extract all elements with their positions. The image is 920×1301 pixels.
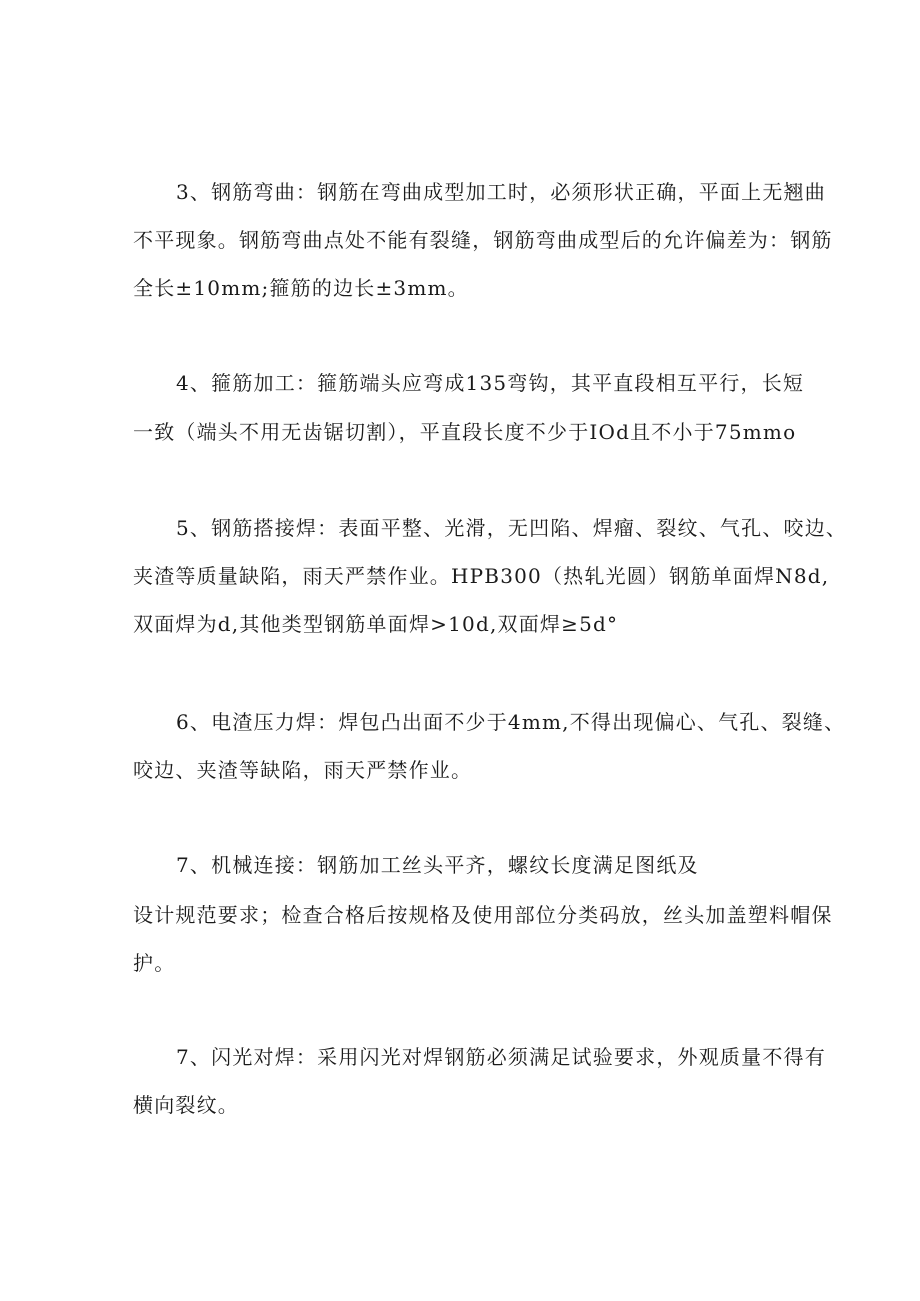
- paragraph-line: 4、箍筋加工：箍筋端头应弯成135弯钩，其平直段相互平行，长短: [176, 371, 805, 395]
- paragraph-line: 7、机械连接：钢筋加工丝头平齐，螺纹长度满足图纸及: [176, 853, 699, 877]
- paragraph-line: 咬边、夹渣等缺陷，雨天严禁作业。: [133, 758, 473, 782]
- paragraph-line: 3、钢筋弯曲：钢筋在弯曲成型加工时，必须形状正确，平面上无翘曲: [176, 180, 826, 204]
- paragraph-line: 一致（端头不用无齿锯切割），平直段长度不少于IOd且不小于75mmo: [133, 420, 797, 444]
- paragraph-line: 5、钢筋搭接焊：表面平整、光滑，无凹陷、焊瘤、裂纹、气孔、咬边、: [176, 516, 848, 540]
- paragraph-line: 护。: [133, 951, 176, 975]
- paragraph-line: 不平现象。钢筋弯曲点处不能有裂缝，钢筋弯曲成型后的允许偏差为：钢筋: [133, 228, 833, 252]
- paragraph-line: 横向裂纹。: [133, 1093, 239, 1117]
- paragraph-line: 设计规范要求；检查合格后按规格及使用部位分类码放，丝头加盖塑料帽保: [133, 903, 833, 927]
- paragraph-line: 6、电渣压力焊：焊包凸出面不少于4mm,不得出现偏心、气孔、裂缝、: [176, 710, 846, 734]
- paragraph-line: 全长±10mm;箍筋的边长±3mm。: [133, 276, 469, 300]
- paragraph-line: 双面焊为d,其他类型钢筋单面焊>10d,双面焊≥5d°: [133, 612, 619, 636]
- paragraph-line: 7、闪光对焊：采用闪光对焊钢筋必须满足试验要求，外观质量不得有: [176, 1045, 826, 1069]
- paragraph-line: 夹渣等质量缺陷，雨天严禁作业。HPB300（热轧光圆）钢筋单面焊N8d,: [133, 564, 830, 588]
